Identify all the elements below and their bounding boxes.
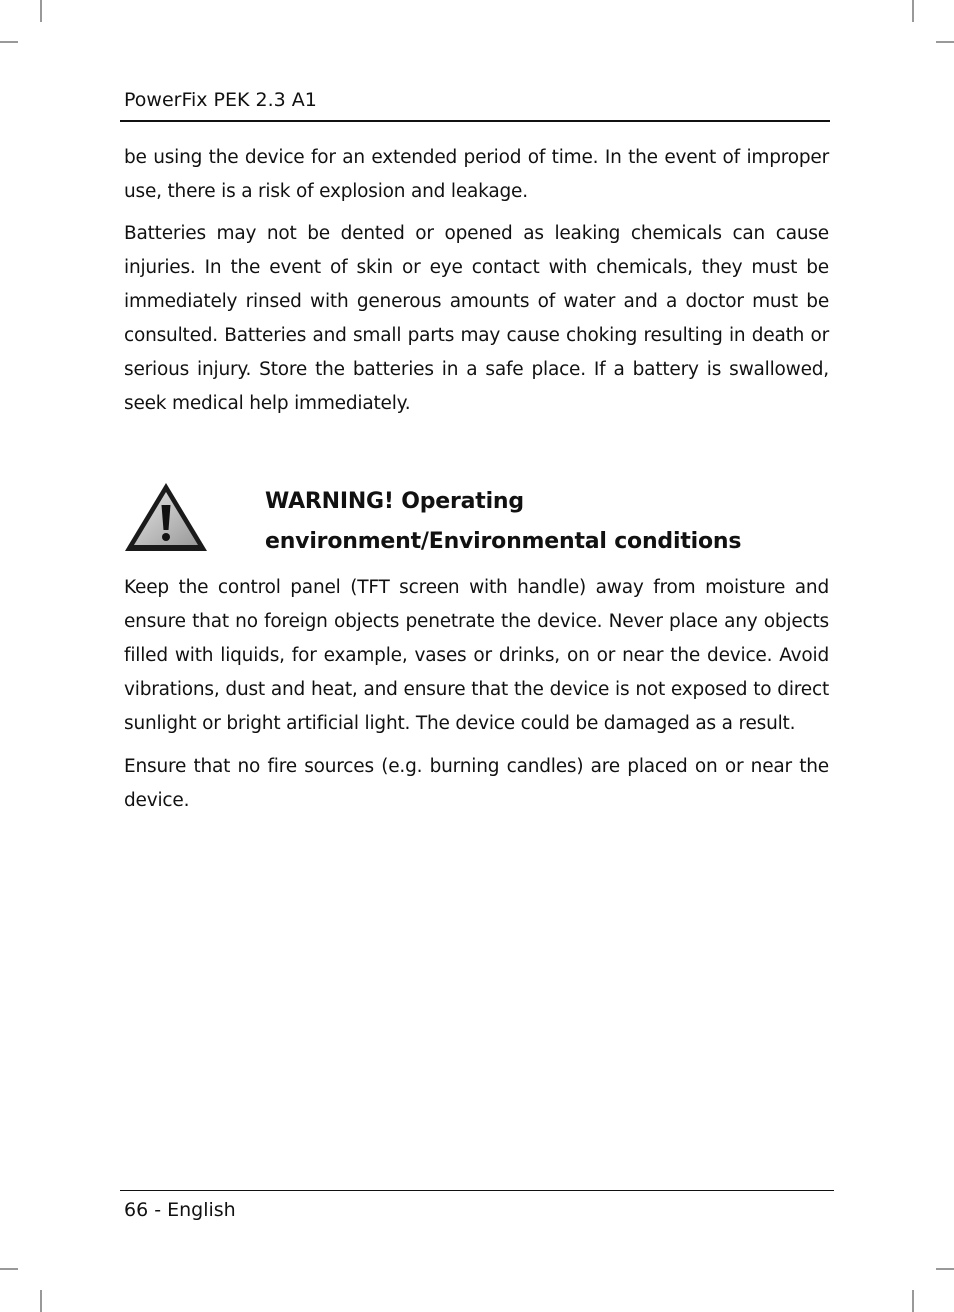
- warning-heading: [265, 482, 825, 562]
- paragraph-explosion-risk: be using the device for an extended period of time. In the event of improper use, there is a risk of explosion and leakage.: [124, 147, 829, 202]
- paragraph-operating-environment: Keep the control panel (TFT screen with handle) away from moisture and ensure that no foreign objects penetrate the device. Never place any objects filled with liquids, for example, vases or drinks, on or near the device. Avoid vibrations, dust and heat, and ensure that the device is not exposed to direct sunlight or bright artificial light. The device could be damaged as a result.: [124, 577, 829, 734]
- paragraph-battery-safety: Batteries may not be dented or opened as leaking chemicals can cause injuries. In the event of skin or eye contact with chemicals, they must be immediately rinsed with generous amounts of water and a doctor must be consulted. Batteries and small parts may cause choking resulting in death or serious injury. Store the batteries in a safe place. If a battery is swallowed, seek medical help immediately.: [124, 223, 829, 414]
- warning-heading-line-1: WARNING! Operating: [265, 489, 524, 514]
- crop-mark: [40, 0, 42, 22]
- running-header: PowerFix PEK 2.3 A1: [124, 89, 317, 111]
- crop-mark: [936, 1268, 954, 1270]
- warning-heading-line-2: environment/Environmental conditions: [265, 529, 742, 554]
- crop-mark: [936, 41, 954, 43]
- crop-mark: [0, 1268, 18, 1270]
- paragraph-fire-sources: Ensure that no fire sources (e.g. burning candles) are placed on or near the device.: [124, 756, 829, 811]
- header-divider: [120, 120, 830, 122]
- crop-mark: [912, 1290, 914, 1312]
- footer-divider: [120, 1190, 834, 1191]
- page-number: 66 - English: [124, 1199, 236, 1221]
- crop-mark: [0, 41, 18, 43]
- warning-triangle-icon: [123, 481, 209, 553]
- crop-mark: [40, 1290, 42, 1312]
- crop-mark: [912, 0, 914, 22]
